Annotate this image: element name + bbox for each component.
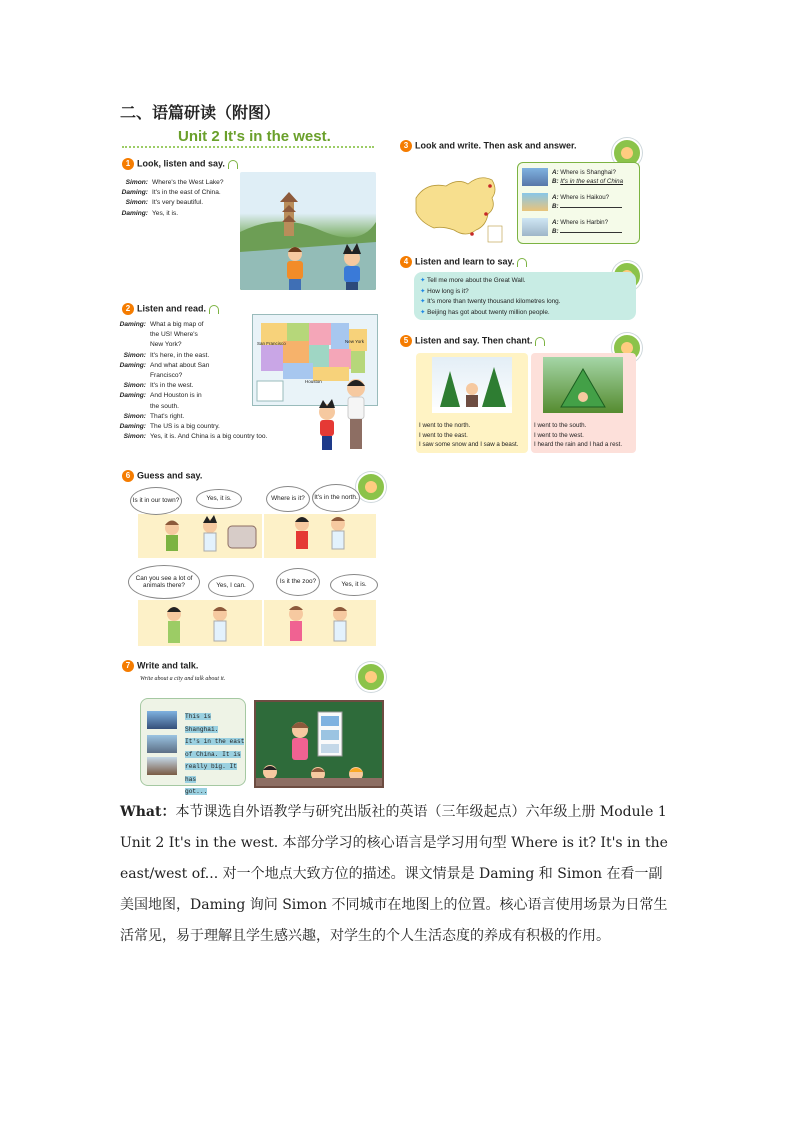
sec5-title-text: Listen and say. Then chant. bbox=[415, 335, 533, 346]
city-photo bbox=[147, 735, 177, 753]
speech-bubble: Is it the zoo? bbox=[276, 568, 320, 596]
write-note bbox=[185, 711, 245, 799]
speaker: Simon: bbox=[123, 433, 146, 441]
listen-icon bbox=[535, 337, 545, 346]
dialog-line: Yes, it is. And China is a big country too. bbox=[150, 433, 268, 441]
dialog-line: Yes, it is. bbox=[152, 209, 179, 217]
dialog-line: It's in the east of China. bbox=[152, 189, 221, 197]
sec5-number: 5 bbox=[400, 335, 412, 347]
map-label-ny: New York bbox=[345, 339, 365, 344]
city-photo bbox=[147, 711, 177, 729]
shanghai-thumbnail bbox=[522, 168, 548, 186]
speaker: Daming: bbox=[119, 321, 146, 328]
west-lake-scene bbox=[240, 172, 376, 290]
guess-characters bbox=[138, 510, 378, 650]
map-label-sf: San Francisco bbox=[257, 341, 286, 346]
speech-bubble: Can you see a lot of animals there? bbox=[128, 565, 200, 599]
speaker: Daming: bbox=[119, 392, 146, 400]
dialog-line: It's here, in the east. bbox=[150, 351, 210, 359]
qa-question: Where is Harbin? bbox=[560, 219, 609, 226]
chant-line: I went to the east. bbox=[419, 431, 468, 439]
dialog-line: That's right. bbox=[150, 412, 185, 420]
qa-question: Where is Haikou? bbox=[560, 194, 610, 201]
speaker: Daming: bbox=[121, 189, 148, 197]
harbin-thumbnail bbox=[522, 218, 548, 236]
speech-bubble: Where is it? bbox=[266, 486, 310, 512]
rain-scene bbox=[543, 357, 623, 413]
sec2-title-text: Listen and read. bbox=[137, 303, 207, 314]
lets-do-it-badge bbox=[356, 472, 386, 502]
chant-line: I went to the west. bbox=[534, 431, 584, 439]
china-map-graphic bbox=[406, 168, 506, 244]
speaker: Simon: bbox=[125, 199, 148, 207]
sec3-title bbox=[400, 140, 577, 152]
lets-do-it-badge bbox=[356, 662, 386, 692]
sec3-number: 3 bbox=[400, 140, 412, 152]
dialog-line: Francisco? bbox=[150, 372, 183, 380]
speech-bubble: Yes, it is. bbox=[196, 489, 242, 509]
listen-icon bbox=[228, 160, 238, 169]
chant-left-card bbox=[416, 353, 528, 453]
title-divider bbox=[122, 146, 374, 148]
dialog-line: the US! Where's bbox=[150, 331, 198, 339]
learn-line: Tell me more about the Great Wall. bbox=[427, 277, 526, 284]
dialog-line: It's in the west. bbox=[150, 382, 194, 390]
speaker: Simon: bbox=[123, 351, 146, 359]
sec3-title-text: Look and write. Then ask and answer. bbox=[415, 140, 577, 151]
sec5-title bbox=[400, 335, 545, 347]
unit-title: Unit 2 It's in the west. bbox=[178, 128, 331, 145]
city-photo bbox=[147, 757, 177, 775]
speaker bbox=[112, 371, 150, 381]
qa-label: A: bbox=[552, 219, 559, 226]
sec6-title bbox=[122, 470, 202, 482]
qa-label: B: bbox=[552, 228, 559, 235]
chant-right-card bbox=[531, 353, 636, 453]
china-map bbox=[406, 168, 506, 244]
section-heading: 二、语篇研读（附图） bbox=[120, 103, 281, 122]
qa-label: B: bbox=[552, 178, 559, 185]
sec4-sentences: ✦ Tell me more about the Great Wall. ✦ How long is it? ✦ It's more than twenty thousand kilometres long. ✦ Beijing has got about twenty million people. bbox=[414, 272, 636, 320]
qa-pair-2 bbox=[552, 193, 622, 211]
sec2-number: 2 bbox=[122, 303, 134, 315]
qa-box bbox=[517, 162, 640, 244]
haikou-thumbnail bbox=[522, 193, 548, 211]
sec7-number: 7 bbox=[122, 660, 134, 672]
paragraph-label: What： bbox=[120, 804, 176, 820]
note-line: This is Shanghai. bbox=[185, 713, 219, 733]
learn-line: It's more than twenty thousand kilometres long. bbox=[427, 298, 561, 305]
note-line: of China. It is bbox=[185, 750, 241, 758]
speaker: Daming: bbox=[119, 423, 146, 431]
speaker: Simon: bbox=[125, 179, 148, 186]
chant-right-text bbox=[534, 421, 622, 450]
sec1-number: 1 bbox=[122, 158, 134, 170]
sec4-title bbox=[400, 256, 527, 268]
sec6-title-text: Guess and say. bbox=[137, 470, 203, 481]
speech-bubble: Is it in our town? bbox=[130, 487, 182, 515]
dialog-line: It's very beautiful. bbox=[152, 199, 204, 207]
map-label-houston: Houston bbox=[305, 379, 322, 384]
dialog-line: What a big map of bbox=[150, 321, 204, 328]
sec4-number: 4 bbox=[400, 256, 412, 268]
qa-question: Where is Shanghai? bbox=[560, 169, 616, 176]
sec1-title bbox=[122, 158, 238, 170]
speaker bbox=[112, 340, 150, 350]
qa-pair-3 bbox=[552, 218, 622, 236]
qa-label: A: bbox=[552, 194, 559, 201]
sec2-characters bbox=[314, 368, 374, 458]
write-card bbox=[140, 698, 246, 795]
dialog-line: the south. bbox=[150, 402, 179, 410]
sec1-dialog bbox=[114, 178, 244, 219]
qa-pair-1 bbox=[552, 168, 623, 186]
snow-scene bbox=[432, 357, 512, 413]
note-line: It's in the east bbox=[185, 738, 245, 745]
listen-icon bbox=[517, 258, 527, 267]
chant-line: I went to the north. bbox=[419, 422, 471, 429]
sec4-title-text: Listen and learn to say. bbox=[415, 256, 515, 267]
analysis-paragraph bbox=[120, 797, 675, 952]
sec7-title-text: Write and talk. bbox=[137, 660, 199, 671]
speaker: Simon: bbox=[123, 412, 146, 420]
speaker: Simon: bbox=[123, 382, 146, 390]
chant-left-text bbox=[419, 421, 518, 450]
dialog-line: And what about San bbox=[150, 361, 210, 369]
speaker bbox=[112, 402, 150, 412]
qa-answer-blank bbox=[560, 232, 622, 233]
speaker bbox=[112, 330, 150, 340]
speaker: Daming: bbox=[119, 361, 146, 369]
qa-answer-blank bbox=[560, 207, 622, 208]
note-line: really big. It has bbox=[185, 763, 237, 783]
dialog-line: And Houston is in bbox=[150, 392, 202, 400]
qa-label: B: bbox=[552, 203, 559, 210]
classroom-illustration bbox=[254, 700, 384, 788]
sec2-title bbox=[122, 303, 219, 315]
west-lake-illustration bbox=[240, 172, 376, 290]
qa-answer: It's in the east of China bbox=[560, 178, 624, 185]
sec7-title bbox=[122, 660, 198, 672]
chant-line: I saw some snow and I saw a beast. bbox=[419, 441, 519, 448]
dialog-line: New York? bbox=[150, 341, 182, 349]
speech-bubble: Yes, it is. bbox=[330, 574, 378, 596]
learn-line: Beijing has got about twenty million people. bbox=[427, 308, 550, 316]
dialog-line: The US is a big country. bbox=[150, 423, 220, 431]
sec6-number: 6 bbox=[122, 470, 134, 482]
chant-line: I went to the south. bbox=[534, 422, 587, 429]
speech-bubble: It's in the north. bbox=[312, 484, 360, 512]
note-line: got... bbox=[185, 788, 208, 795]
sec1-title-text: Look, listen and say. bbox=[137, 158, 225, 169]
speech-bubble: Yes, I can. bbox=[208, 575, 254, 597]
sec7-subtitle: Write about a city and talk about it. bbox=[140, 676, 226, 682]
listen-icon bbox=[209, 305, 219, 314]
learn-line: How long is it? bbox=[427, 287, 469, 295]
qa-label: A: bbox=[552, 169, 559, 176]
chant-line: I heard the rain and I had a rest. bbox=[534, 441, 623, 448]
speaker: Daming: bbox=[121, 209, 148, 217]
dialog-line: Where's the West Lake? bbox=[152, 179, 224, 186]
paragraph-text: 本节课选自外语教学与研究出版社的英语（三年级起点）六年级上册 Module 1 Unit 2 It's in the west. 本部分学习的核心语言是学习用句型 Where is it? It's in the east/west of... 对一个地点大致方位的描述。课文情景是 Daming 和 Simon 在看一副美国地图，Daming 询问 Simon 不同城市在地图上的位置。核心语言使用场景为日常生活常见，易于理解且学生感兴趣，对学生的个人生活态度的养成有积极的作用。 bbox=[120, 804, 668, 944]
